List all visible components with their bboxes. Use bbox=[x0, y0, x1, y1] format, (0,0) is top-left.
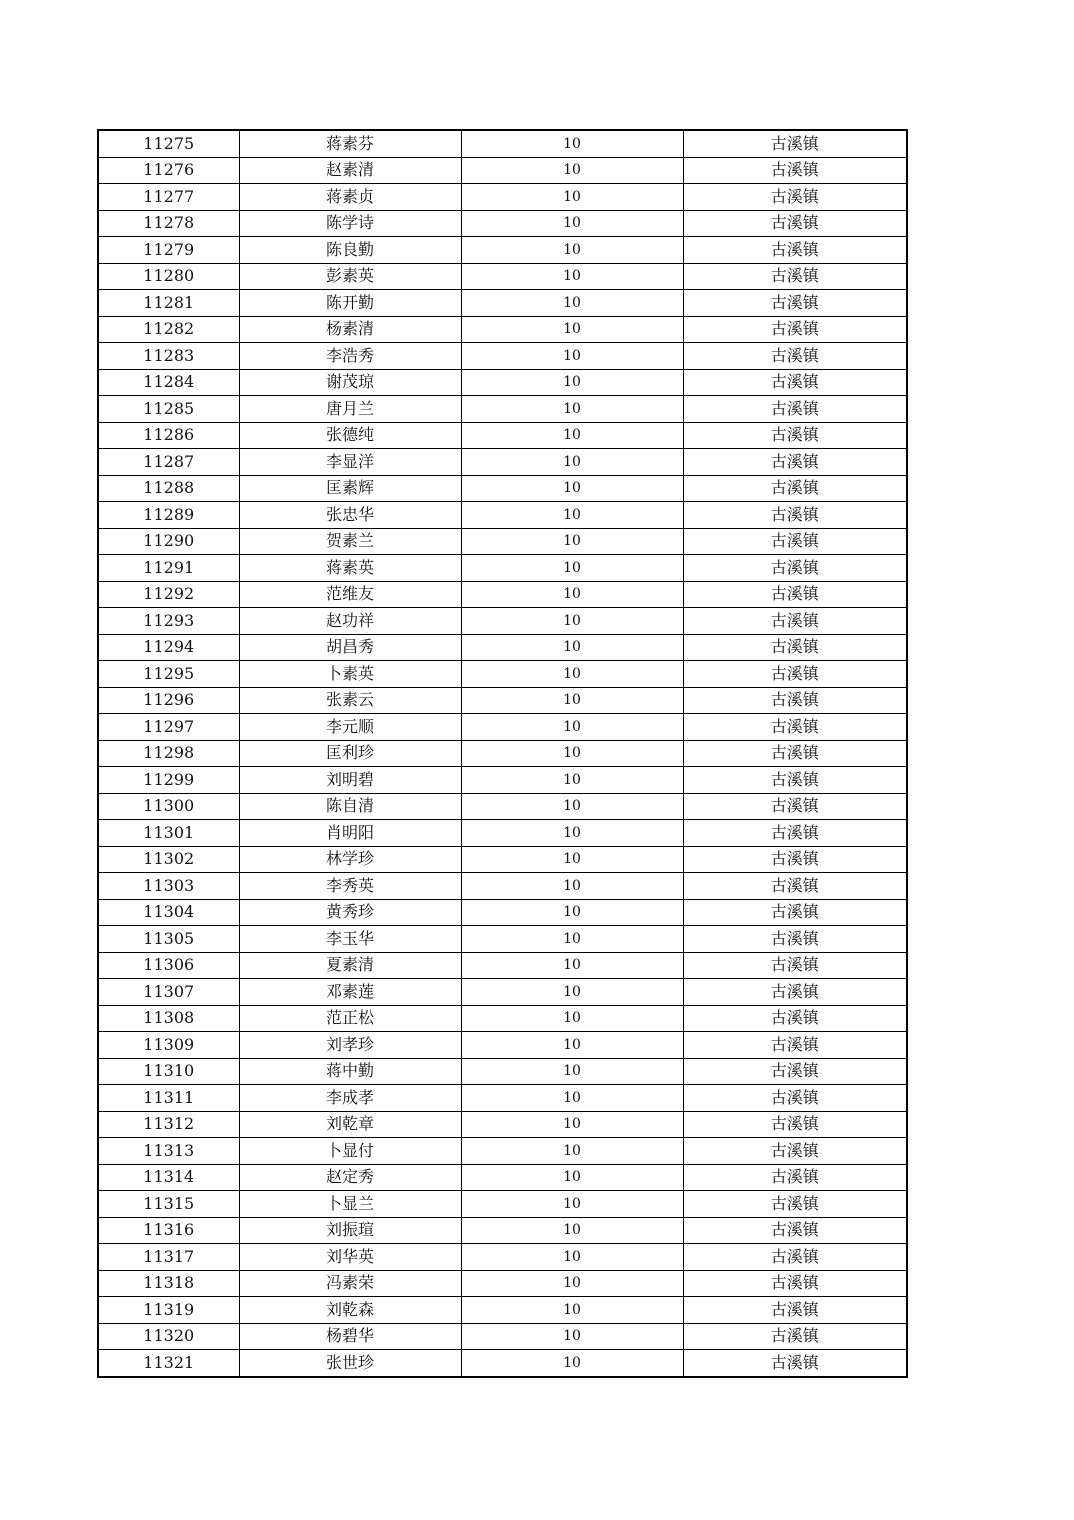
table-row bbox=[98, 1191, 907, 1218]
table-row bbox=[98, 1350, 907, 1377]
id-cell: 11294 bbox=[98, 634, 239, 661]
table-row bbox=[98, 184, 907, 211]
name-cell: 陈开勤 bbox=[239, 290, 461, 317]
id-cell: 11276 bbox=[98, 157, 239, 184]
amount-cell: 10 bbox=[461, 157, 683, 184]
table-row bbox=[98, 157, 907, 184]
town-cell: 古溪镇 bbox=[683, 1032, 907, 1059]
table-row bbox=[98, 979, 907, 1006]
amount-cell: 10 bbox=[461, 1085, 683, 1112]
town-cell: 古溪镇 bbox=[683, 661, 907, 688]
name-cell: 李元顺 bbox=[239, 714, 461, 741]
table-row bbox=[98, 343, 907, 370]
id-cell: 11292 bbox=[98, 581, 239, 608]
id-cell: 11293 bbox=[98, 608, 239, 635]
name-cell: 谢茂琼 bbox=[239, 369, 461, 396]
town-cell: 古溪镇 bbox=[683, 608, 907, 635]
table-row bbox=[98, 740, 907, 767]
amount-cell: 10 bbox=[461, 1323, 683, 1350]
town-cell: 古溪镇 bbox=[683, 1244, 907, 1271]
town-cell: 古溪镇 bbox=[683, 210, 907, 237]
amount-cell: 10 bbox=[461, 528, 683, 555]
town-cell: 古溪镇 bbox=[683, 1323, 907, 1350]
amount-cell: 10 bbox=[461, 714, 683, 741]
id-cell: 11321 bbox=[98, 1350, 239, 1377]
table-row bbox=[98, 873, 907, 900]
town-cell: 古溪镇 bbox=[683, 130, 907, 157]
id-cell: 11277 bbox=[98, 184, 239, 211]
table-row bbox=[98, 608, 907, 635]
id-cell: 11307 bbox=[98, 979, 239, 1006]
id-cell: 11289 bbox=[98, 502, 239, 529]
id-cell: 11308 bbox=[98, 1005, 239, 1032]
id-cell: 11284 bbox=[98, 369, 239, 396]
name-cell: 刘孝珍 bbox=[239, 1032, 461, 1059]
id-cell: 11312 bbox=[98, 1111, 239, 1138]
name-cell: 刘振瑄 bbox=[239, 1217, 461, 1244]
amount-cell: 10 bbox=[461, 820, 683, 847]
name-cell: 陈良勤 bbox=[239, 237, 461, 264]
name-cell: 赵功祥 bbox=[239, 608, 461, 635]
town-cell: 古溪镇 bbox=[683, 820, 907, 847]
amount-cell: 10 bbox=[461, 767, 683, 794]
amount-cell: 10 bbox=[461, 873, 683, 900]
town-cell: 古溪镇 bbox=[683, 714, 907, 741]
amount-cell: 10 bbox=[461, 952, 683, 979]
id-cell: 11279 bbox=[98, 237, 239, 264]
town-cell: 古溪镇 bbox=[683, 369, 907, 396]
amount-cell: 10 bbox=[461, 184, 683, 211]
town-cell: 古溪镇 bbox=[683, 740, 907, 767]
table-row bbox=[98, 581, 907, 608]
table-row bbox=[98, 1032, 907, 1059]
amount-cell: 10 bbox=[461, 661, 683, 688]
amount-cell: 10 bbox=[461, 926, 683, 953]
id-cell: 11311 bbox=[98, 1085, 239, 1112]
amount-cell: 10 bbox=[461, 581, 683, 608]
name-cell: 蒋素贞 bbox=[239, 184, 461, 211]
amount-cell: 10 bbox=[461, 555, 683, 582]
table-row bbox=[98, 952, 907, 979]
id-cell: 11313 bbox=[98, 1138, 239, 1165]
name-cell: 刘华英 bbox=[239, 1244, 461, 1271]
name-cell: 卜显兰 bbox=[239, 1191, 461, 1218]
town-cell: 古溪镇 bbox=[683, 634, 907, 661]
table-row bbox=[98, 316, 907, 343]
town-cell: 古溪镇 bbox=[683, 1085, 907, 1112]
amount-cell: 10 bbox=[461, 846, 683, 873]
amount-cell: 10 bbox=[461, 1270, 683, 1297]
amount-cell: 10 bbox=[461, 793, 683, 820]
id-cell: 11275 bbox=[98, 130, 239, 157]
table-row bbox=[98, 926, 907, 953]
table-row bbox=[98, 528, 907, 555]
amount-cell: 10 bbox=[461, 1164, 683, 1191]
town-cell: 古溪镇 bbox=[683, 528, 907, 555]
id-cell: 11316 bbox=[98, 1217, 239, 1244]
amount-cell: 10 bbox=[461, 396, 683, 423]
name-cell: 匡利珍 bbox=[239, 740, 461, 767]
name-cell: 张素云 bbox=[239, 687, 461, 714]
town-cell: 古溪镇 bbox=[683, 899, 907, 926]
table-row bbox=[98, 1297, 907, 1324]
id-cell: 11303 bbox=[98, 873, 239, 900]
id-cell: 11302 bbox=[98, 846, 239, 873]
town-cell: 古溪镇 bbox=[683, 343, 907, 370]
name-cell: 卜显付 bbox=[239, 1138, 461, 1165]
id-cell: 11301 bbox=[98, 820, 239, 847]
name-cell: 卜素英 bbox=[239, 661, 461, 688]
table-row bbox=[98, 396, 907, 423]
amount-cell: 10 bbox=[461, 237, 683, 264]
id-cell: 11281 bbox=[98, 290, 239, 317]
id-cell: 11317 bbox=[98, 1244, 239, 1271]
name-cell: 赵素清 bbox=[239, 157, 461, 184]
id-cell: 11304 bbox=[98, 899, 239, 926]
town-cell: 古溪镇 bbox=[683, 979, 907, 1006]
table-row bbox=[98, 237, 907, 264]
table-row bbox=[98, 1111, 907, 1138]
id-cell: 11297 bbox=[98, 714, 239, 741]
name-cell: 刘乾森 bbox=[239, 1297, 461, 1324]
table-body bbox=[98, 130, 907, 1377]
id-cell: 11280 bbox=[98, 263, 239, 290]
name-cell: 陈学诗 bbox=[239, 210, 461, 237]
table-row bbox=[98, 714, 907, 741]
name-cell: 唐月兰 bbox=[239, 396, 461, 423]
town-cell: 古溪镇 bbox=[683, 1138, 907, 1165]
data-table bbox=[97, 129, 908, 1378]
id-cell: 11320 bbox=[98, 1323, 239, 1350]
amount-cell: 10 bbox=[461, 634, 683, 661]
name-cell: 范正松 bbox=[239, 1005, 461, 1032]
town-cell: 古溪镇 bbox=[683, 581, 907, 608]
table-row bbox=[98, 661, 907, 688]
name-cell: 杨碧华 bbox=[239, 1323, 461, 1350]
table-row bbox=[98, 687, 907, 714]
name-cell: 彭素英 bbox=[239, 263, 461, 290]
id-cell: 11298 bbox=[98, 740, 239, 767]
name-cell: 张忠华 bbox=[239, 502, 461, 529]
name-cell: 冯素荣 bbox=[239, 1270, 461, 1297]
table-row bbox=[98, 767, 907, 794]
amount-cell: 10 bbox=[461, 290, 683, 317]
town-cell: 古溪镇 bbox=[683, 157, 907, 184]
table-row bbox=[98, 899, 907, 926]
amount-cell: 10 bbox=[461, 210, 683, 237]
table-row bbox=[98, 846, 907, 873]
id-cell: 11318 bbox=[98, 1270, 239, 1297]
town-cell: 古溪镇 bbox=[683, 1191, 907, 1218]
town-cell: 古溪镇 bbox=[683, 502, 907, 529]
table-row bbox=[98, 793, 907, 820]
town-cell: 古溪镇 bbox=[683, 396, 907, 423]
amount-cell: 10 bbox=[461, 1111, 683, 1138]
id-cell: 11309 bbox=[98, 1032, 239, 1059]
id-cell: 11278 bbox=[98, 210, 239, 237]
table-row bbox=[98, 634, 907, 661]
town-cell: 古溪镇 bbox=[683, 263, 907, 290]
id-cell: 11314 bbox=[98, 1164, 239, 1191]
amount-cell: 10 bbox=[461, 1350, 683, 1377]
town-cell: 古溪镇 bbox=[683, 1297, 907, 1324]
table-row bbox=[98, 1005, 907, 1032]
id-cell: 11319 bbox=[98, 1297, 239, 1324]
name-cell: 贺素兰 bbox=[239, 528, 461, 555]
name-cell: 邓素莲 bbox=[239, 979, 461, 1006]
table-row bbox=[98, 210, 907, 237]
amount-cell: 10 bbox=[461, 740, 683, 767]
id-cell: 11300 bbox=[98, 793, 239, 820]
table-row bbox=[98, 1058, 907, 1085]
name-cell: 李秀英 bbox=[239, 873, 461, 900]
name-cell: 李成孝 bbox=[239, 1085, 461, 1112]
town-cell: 古溪镇 bbox=[683, 422, 907, 449]
id-cell: 11299 bbox=[98, 767, 239, 794]
name-cell: 蒋素英 bbox=[239, 555, 461, 582]
id-cell: 11290 bbox=[98, 528, 239, 555]
id-cell: 11291 bbox=[98, 555, 239, 582]
id-cell: 11310 bbox=[98, 1058, 239, 1085]
table-row bbox=[98, 1270, 907, 1297]
id-cell: 11288 bbox=[98, 475, 239, 502]
id-cell: 11283 bbox=[98, 343, 239, 370]
name-cell: 李玉华 bbox=[239, 926, 461, 953]
id-cell: 11285 bbox=[98, 396, 239, 423]
table-row bbox=[98, 1323, 907, 1350]
table-row bbox=[98, 369, 907, 396]
table-row bbox=[98, 1217, 907, 1244]
id-cell: 11296 bbox=[98, 687, 239, 714]
name-cell: 匡素辉 bbox=[239, 475, 461, 502]
name-cell: 黄秀珍 bbox=[239, 899, 461, 926]
amount-cell: 10 bbox=[461, 1138, 683, 1165]
town-cell: 古溪镇 bbox=[683, 237, 907, 264]
amount-cell: 10 bbox=[461, 608, 683, 635]
town-cell: 古溪镇 bbox=[683, 1217, 907, 1244]
table-row bbox=[98, 1138, 907, 1165]
town-cell: 古溪镇 bbox=[683, 316, 907, 343]
amount-cell: 10 bbox=[461, 263, 683, 290]
table-row bbox=[98, 475, 907, 502]
name-cell: 胡昌秀 bbox=[239, 634, 461, 661]
name-cell: 范维友 bbox=[239, 581, 461, 608]
amount-cell: 10 bbox=[461, 1217, 683, 1244]
town-cell: 古溪镇 bbox=[683, 1164, 907, 1191]
table-row bbox=[98, 502, 907, 529]
amount-cell: 10 bbox=[461, 687, 683, 714]
id-cell: 11282 bbox=[98, 316, 239, 343]
name-cell: 张世珍 bbox=[239, 1350, 461, 1377]
town-cell: 古溪镇 bbox=[683, 846, 907, 873]
name-cell: 刘乾章 bbox=[239, 1111, 461, 1138]
amount-cell: 10 bbox=[461, 343, 683, 370]
town-cell: 古溪镇 bbox=[683, 767, 907, 794]
table-row bbox=[98, 263, 907, 290]
town-cell: 古溪镇 bbox=[683, 1350, 907, 1377]
name-cell: 陈自清 bbox=[239, 793, 461, 820]
amount-cell: 10 bbox=[461, 316, 683, 343]
name-cell: 李浩秀 bbox=[239, 343, 461, 370]
town-cell: 古溪镇 bbox=[683, 1005, 907, 1032]
name-cell: 赵定秀 bbox=[239, 1164, 461, 1191]
amount-cell: 10 bbox=[461, 1297, 683, 1324]
name-cell: 蒋素芬 bbox=[239, 130, 461, 157]
table-row bbox=[98, 449, 907, 476]
amount-cell: 10 bbox=[461, 1244, 683, 1271]
town-cell: 古溪镇 bbox=[683, 475, 907, 502]
id-cell: 11295 bbox=[98, 661, 239, 688]
town-cell: 古溪镇 bbox=[683, 290, 907, 317]
name-cell: 张德纯 bbox=[239, 422, 461, 449]
name-cell: 蒋中勤 bbox=[239, 1058, 461, 1085]
town-cell: 古溪镇 bbox=[683, 793, 907, 820]
town-cell: 古溪镇 bbox=[683, 952, 907, 979]
id-cell: 11287 bbox=[98, 449, 239, 476]
name-cell: 夏素清 bbox=[239, 952, 461, 979]
id-cell: 11305 bbox=[98, 926, 239, 953]
town-cell: 古溪镇 bbox=[683, 449, 907, 476]
amount-cell: 10 bbox=[461, 1005, 683, 1032]
table-row bbox=[98, 1164, 907, 1191]
amount-cell: 10 bbox=[461, 369, 683, 396]
amount-cell: 10 bbox=[461, 1032, 683, 1059]
name-cell: 刘明碧 bbox=[239, 767, 461, 794]
name-cell: 肖明阳 bbox=[239, 820, 461, 847]
town-cell: 古溪镇 bbox=[683, 184, 907, 211]
table-row bbox=[98, 422, 907, 449]
town-cell: 古溪镇 bbox=[683, 1058, 907, 1085]
id-cell: 11286 bbox=[98, 422, 239, 449]
amount-cell: 10 bbox=[461, 422, 683, 449]
amount-cell: 10 bbox=[461, 475, 683, 502]
id-cell: 11315 bbox=[98, 1191, 239, 1218]
amount-cell: 10 bbox=[461, 130, 683, 157]
town-cell: 古溪镇 bbox=[683, 555, 907, 582]
name-cell: 杨素清 bbox=[239, 316, 461, 343]
town-cell: 古溪镇 bbox=[683, 1270, 907, 1297]
amount-cell: 10 bbox=[461, 1058, 683, 1085]
table-row bbox=[98, 1244, 907, 1271]
table-row bbox=[98, 130, 907, 157]
amount-cell: 10 bbox=[461, 1191, 683, 1218]
amount-cell: 10 bbox=[461, 979, 683, 1006]
town-cell: 古溪镇 bbox=[683, 926, 907, 953]
town-cell: 古溪镇 bbox=[683, 873, 907, 900]
table-row bbox=[98, 555, 907, 582]
name-cell: 李显洋 bbox=[239, 449, 461, 476]
table-row bbox=[98, 820, 907, 847]
name-cell: 林学珍 bbox=[239, 846, 461, 873]
amount-cell: 10 bbox=[461, 899, 683, 926]
amount-cell: 10 bbox=[461, 449, 683, 476]
town-cell: 古溪镇 bbox=[683, 687, 907, 714]
table-row bbox=[98, 290, 907, 317]
town-cell: 古溪镇 bbox=[683, 1111, 907, 1138]
id-cell: 11306 bbox=[98, 952, 239, 979]
table-row bbox=[98, 1085, 907, 1112]
amount-cell: 10 bbox=[461, 502, 683, 529]
